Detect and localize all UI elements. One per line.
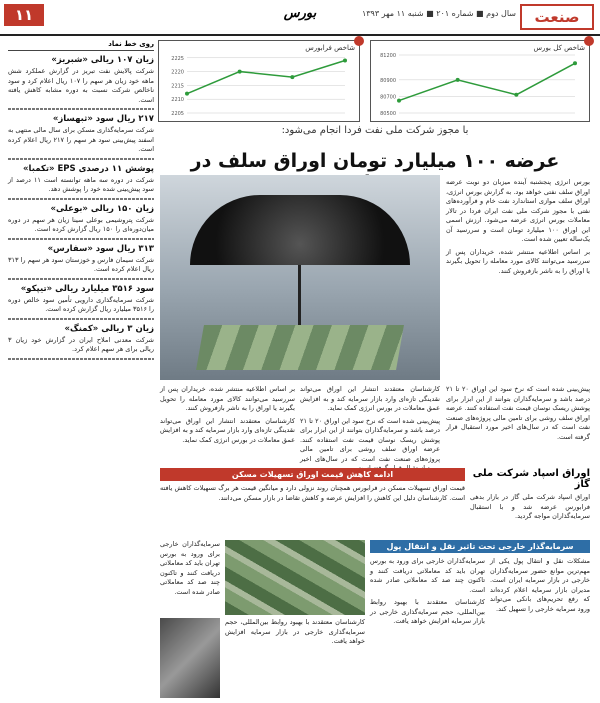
sidebar-item-title: سود ۳۵۱۶ میلیارد ریالی «تیپکو» bbox=[20, 283, 154, 294]
data-point bbox=[238, 70, 242, 74]
story-housing-body: قیمت اوراق تسهیلات مسکن در فرابورس همچنان روند نزولی دارد و میانگین قیمت هر برگ تسهیلات کاهش یافته است. کارشناسان دلیل این کاهش را افزایش عرضه و کاهش تقاضا در بازار مسکن می‌دانند. bbox=[160, 484, 465, 502]
story-foreign-col-4: سرمایه‌گذاران خارجی برای ورود به بورس تهران باید کد معاملاتی دریافت کنند و تاکنون چند صد کد معاملاتی صادر شده است. bbox=[160, 540, 220, 596]
sidebar-item bbox=[8, 204, 154, 240]
sidebar-item bbox=[8, 114, 154, 160]
sidebar-item-title: پوشش ۱۱ درصدی EPS «تکمبا» bbox=[23, 163, 154, 174]
dollar-bills-photo bbox=[225, 540, 365, 615]
sidebar-item-title: ۳۱۳ ریال سود «سفارس» bbox=[47, 243, 154, 254]
masthead bbox=[0, 0, 600, 36]
article-paragraph: کارشناسان معتقدند انتشار این اوراق می‌تواند نقدینگی تازه‌ای وارد بازار سرمایه کند و به افزایش عمق معاملات در بورس انرژی کمک نماید. bbox=[160, 416, 295, 444]
story-foreign-col-2 bbox=[370, 557, 485, 697]
divider bbox=[8, 158, 154, 160]
data-point bbox=[343, 59, 347, 63]
article-paragraph: بر اساس اطلاعیه منتشر شده، خریداران پس از سررسید می‌توانند کالای مورد معامله را تحویل بگیرند یا اوراق را به ناشر بازفروش کنند. bbox=[446, 247, 590, 275]
y-tick-label: 2210 bbox=[171, 97, 184, 104]
data-point bbox=[573, 61, 577, 65]
chart-left bbox=[159, 41, 359, 121]
series-line bbox=[187, 61, 345, 94]
sidebar-item-title: زیان ۱۰۷ ریالی «شبریز» bbox=[51, 55, 154, 65]
article-paragraph: بورس انرژی پنجشنبه آینده میزبان دو نوبت عرضه اوراق سلف نفتی خواهد بود. به گزارش بورس انرژی، اوراق سلف موازی استاندارد نفت خام و فرآورده‌های نفتی با مجوز شرکت ملی نفت ایران فردا در تالار معاملات بورس انرژی عرضه می‌شود. ارزش اسمی این اوراق ۱۰۰ میلیارد تومان است و سررسید آن یک‌ساله تعیین شده است. bbox=[446, 178, 590, 243]
divider bbox=[8, 278, 154, 280]
sidebar-item-title: زیان ۱۵۰ ریالی «بوعلی» bbox=[50, 203, 154, 214]
banknotes-image bbox=[196, 325, 404, 370]
article-paragraph: کارشناسان معتقدند با بهبود روابط بین‌المللی، حجم سرمایه‌گذاری خارجی در بازار سرمایه افزایش خواهد یافت. bbox=[370, 598, 485, 625]
bullet-icon bbox=[354, 36, 364, 46]
sidebar-item bbox=[8, 55, 154, 110]
sidebar-item-body: شرکت معدنی املاح ایران در گزارش خود زیان ۳ ریالی برای هر سهم اعلام کرد. bbox=[8, 335, 154, 353]
article-paragraph: پیش‌بینی شده است که نرخ سود این اوراق ۲۰ تا ۲۱ درصد باشد و سرمایه‌گذاران بتوانند از این ابزار برای پوشش ریسک نوسان قیمت نفت استفاده کنند. عرضه اوراق سلف روشی برای تامین مالی پروژه‌های صنعت نفت است که در سال‌های اخیر مورد استقبال قرار گرفته است. bbox=[446, 385, 591, 441]
data-point bbox=[514, 93, 518, 97]
sidebar-item-title: زیان ۳ ریالی «کمنگ» bbox=[64, 323, 154, 334]
main-headline: عرضه ۱۰۰ میلیارد تومان اوراق سلف در bbox=[190, 150, 560, 172]
article-paragraph: کارشناسان معتقدند انتشار این اوراق می‌تواند نقدینگی تازه‌ای وارد بازار سرمایه کند و به افزایش عمق معاملات در بورس انرژی کمک نماید. bbox=[300, 385, 440, 412]
divider bbox=[8, 358, 154, 360]
story-housing-banner: ادامه کاهش قیمت اوراق تسهیلات مسکن bbox=[160, 468, 465, 481]
sidebar-item-title: ۲۱۷ ریال سود «ثبهساز» bbox=[52, 114, 154, 124]
divider bbox=[8, 238, 154, 240]
y-tick-label: 80700 bbox=[380, 94, 396, 101]
y-tick-label: 2225 bbox=[171, 55, 184, 62]
bullet-icon bbox=[584, 36, 594, 46]
sidebar-item-body: شرکت در دوره سه ماهه توانسته است ۱۱ درصد از سود پیش‌بینی شده خود را پوشش دهد. bbox=[8, 175, 154, 193]
sidebar-list bbox=[8, 55, 154, 360]
story-foreign-col-1: مشکلات نقل و انتقال پول یکی از مهم‌ترین موانع حضور سرمایه‌گذاران خارجی در بازار سرمایه ایران است. مدیران بازار سرمایه اعلام کرده‌اند که رفع تحریم‌های بانکی می‌تواند ورود سرمایه خارجی را تسهیل کند. bbox=[490, 557, 590, 613]
data-point bbox=[397, 99, 401, 103]
y-tick-label: 80500 bbox=[380, 111, 396, 117]
issue-info: سال دوم ■ شماره ۲۰۱ ■ شنبه ۱۱ مهر ۱۳۹۳ bbox=[361, 9, 516, 18]
umbrella-money-photo bbox=[160, 175, 440, 380]
article-paragraph: بر اساس اطلاعیه منتشر شده، خریداران پس از سررسید می‌توانند کالای مورد معامله را تحویل بگیرند یا اوراق را به ناشر بازفروش کنند. bbox=[160, 385, 295, 412]
sidebar-item-body: شرکت سرمایه‌گذاری دارویی تأمین سود خالص دوره را ۳۵۱۶ میلیارد ریال گزارش کرده است. bbox=[8, 295, 154, 313]
data-point bbox=[185, 92, 189, 96]
chart-right-title: شاخص کل بورس bbox=[533, 44, 585, 52]
story-housing bbox=[160, 468, 465, 542]
sidebar-item-body: شرکت سرمایه‌گذاری مسکن برای سال مالی منتهی به اسفند پیش‌بینی سود هر سهم را ۲۱۷ ریال اعلام کرده است. bbox=[8, 126, 154, 153]
y-tick-label: 80900 bbox=[380, 77, 396, 84]
y-tick-label: 2215 bbox=[171, 83, 184, 90]
chart-left-title: شاخص فرابورس bbox=[305, 44, 355, 52]
umbrella-icon bbox=[190, 195, 410, 265]
article-paragraph: پیش‌بینی شده است که نرخ سود این اوراق ۲۰ تا ۲۱ درصد باشد و سرمایه‌گذاران بتوانند از این ابزار برای پوشش ریسک نوسان قیمت نفت استفاده کنند. عرضه اوراق سلف روشی برای تامین مالی پروژه‌های صنعت نفت است که در سال‌های اخیر bbox=[300, 416, 441, 463]
sidebar-item-body: شرکت پتروشیمی بوعلی سینا زیان هر سهم در دوره میان‌دوره‌ای را ۱۵۰ ریال گزارش کرده است. bbox=[8, 215, 154, 233]
people-photo bbox=[160, 618, 220, 698]
sidebar-item bbox=[8, 284, 154, 320]
article-col-4 bbox=[160, 385, 295, 465]
data-point bbox=[456, 78, 460, 82]
divider bbox=[8, 108, 154, 110]
chart-left-box bbox=[158, 40, 360, 122]
article-col-3 bbox=[300, 385, 440, 465]
section-title: بورس bbox=[283, 6, 317, 21]
article-col-1 bbox=[446, 178, 590, 393]
sidebar bbox=[8, 40, 154, 700]
newspaper-logo: صنعت bbox=[520, 4, 594, 30]
story-gas-body: اوراق اسپاد شرکت ملی گاز در بازار بدهی فرابورس عرضه شد و با استقبال سرمایه‌گذاران مواجه گردید. bbox=[470, 493, 590, 520]
sidebar-item-body: شرکت سیمان فارس و خوزستان سود هر سهم را ۳۱۳ ریال اعلام کرده است. bbox=[8, 255, 154, 273]
sidebar-item bbox=[8, 164, 154, 200]
sidebar-item-body: شرکت پالایش نفت تبریز در گزارش عملکرد شش ماهه خود زیان هر سهم را ۱۰۷ ریال اعلام کرد و سود ناخالص شرکت نسبت به دوره مشابه کاهش یافته است. bbox=[8, 67, 154, 104]
headline-kicker: با مجوز شرکت ملی نفت فردا انجام می‌شود: bbox=[281, 125, 469, 136]
sidebar-item bbox=[8, 324, 154, 360]
chart-right bbox=[371, 41, 589, 121]
story-gas bbox=[470, 468, 590, 551]
y-tick-label: 81200 bbox=[380, 53, 396, 59]
y-tick-label: 2220 bbox=[171, 69, 184, 76]
series-line bbox=[399, 63, 575, 100]
data-point bbox=[290, 75, 294, 79]
article-paragraph: سرمایه‌گذاران خارجی برای ورود به بورس تهران باید کد معاملاتی دریافت کنند و تاکنون چند صد کد معاملاتی صادر شده است. bbox=[370, 557, 485, 594]
chart-right-box bbox=[370, 40, 590, 122]
page-number: ۱۱ bbox=[4, 4, 44, 26]
divider bbox=[8, 198, 154, 200]
y-tick-label: 2205 bbox=[171, 111, 184, 117]
story-gas-title: اوراق اسپاد شرکت ملی گاز bbox=[472, 468, 590, 490]
divider bbox=[8, 318, 154, 320]
sidebar-heading: روی خط نماد bbox=[8, 40, 154, 51]
article-col-2 bbox=[446, 385, 590, 465]
story-foreign-banner: سرمایه‌گذار خارجی تحت تاثیر نقل و انتقال پول bbox=[370, 540, 590, 553]
story-foreign-col-3: کارشناسان معتقدند با بهبود روابط بین‌المللی، حجم سرمایه‌گذاری خارجی در بازار سرمایه افزایش خواهد یافت. bbox=[225, 618, 365, 645]
umbrella-handle bbox=[298, 265, 301, 325]
sidebar-item bbox=[8, 244, 154, 280]
